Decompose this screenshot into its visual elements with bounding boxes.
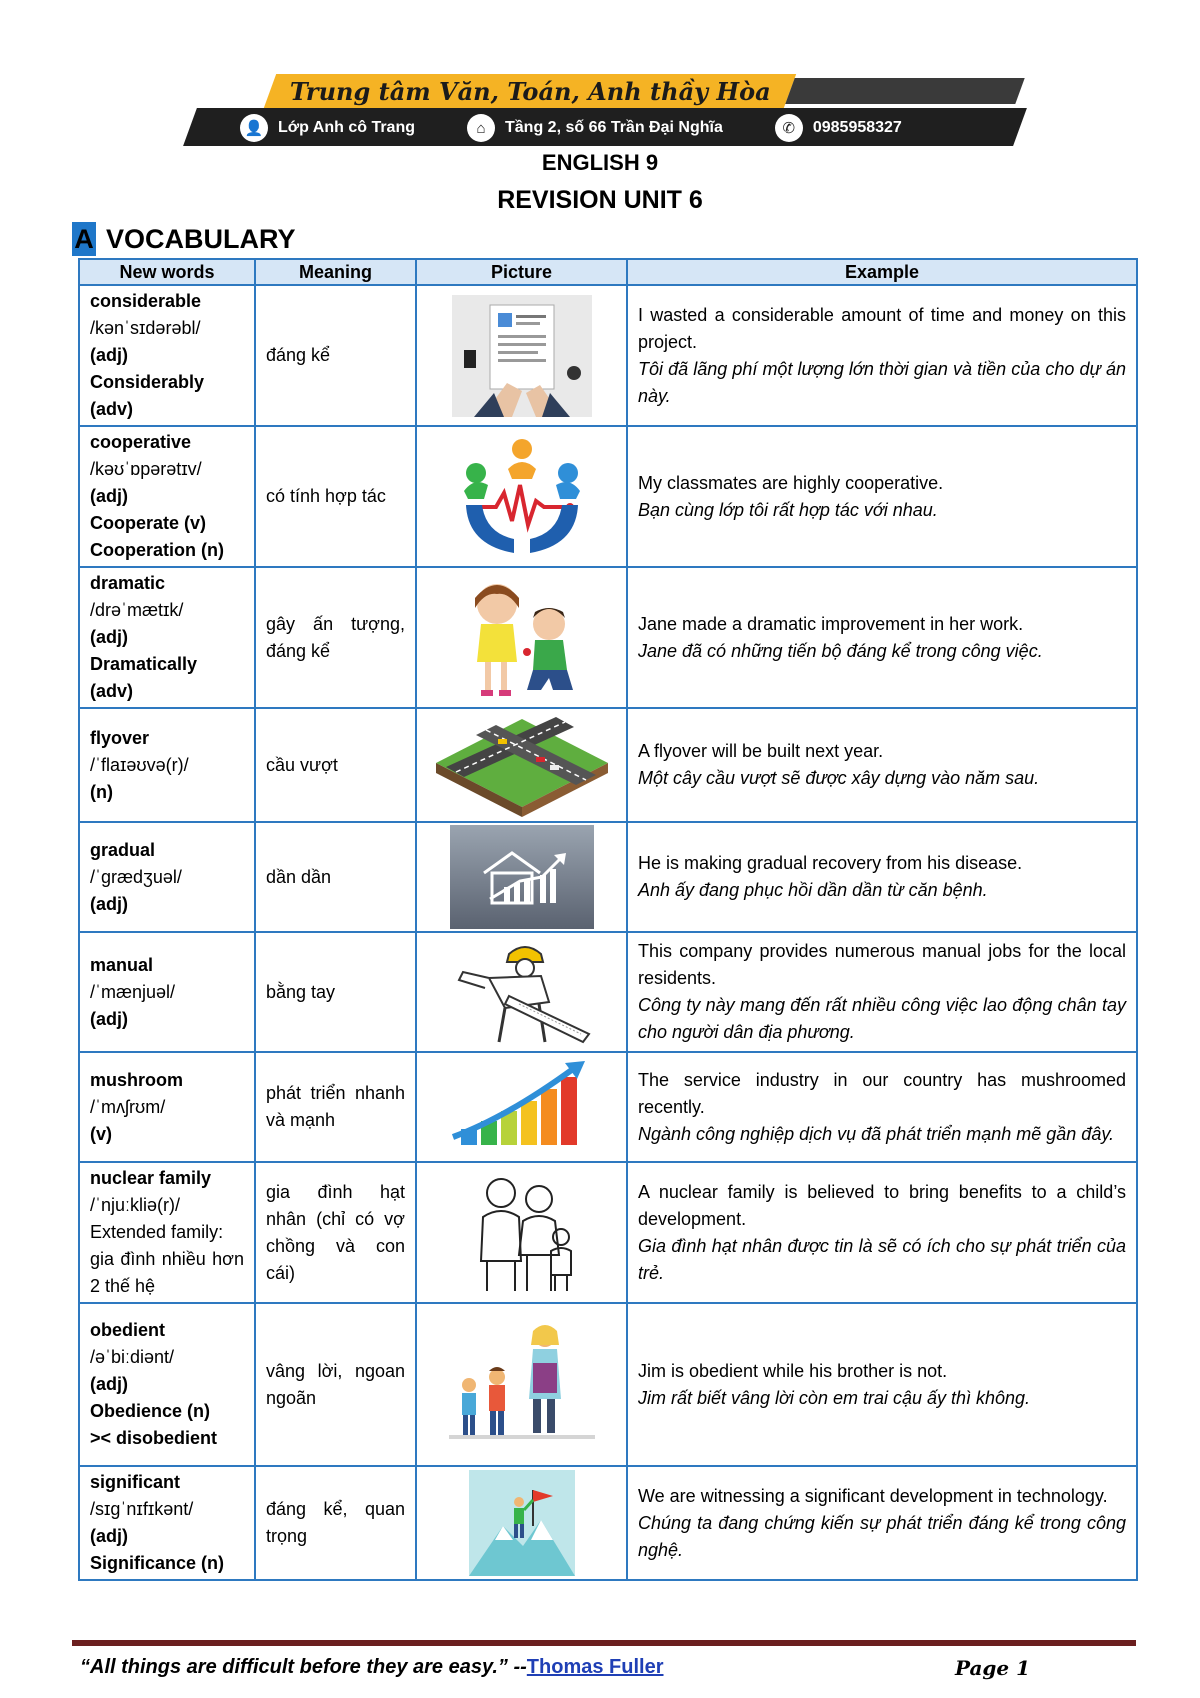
meaning-cell: đáng kể (255, 285, 416, 426)
word-cell: considerable /kənˈsɪdərəbl/ (adj) Considerably (adv) (79, 285, 255, 426)
table-row (79, 1052, 1137, 1162)
table-row (79, 822, 1137, 932)
table-row (79, 285, 1137, 426)
column-header: Example (627, 259, 1137, 285)
subject-title: ENGLISH 9 (541, 150, 659, 175)
contact-strip (240, 110, 1010, 146)
word-cell: significant /sɪɡˈnɪfɪkənt/ (adj) Significance (n) (79, 1466, 255, 1580)
example-cell: Jim is obedient while his brother is not. Jim rất biết vâng lời còn em trai cậu ấy thì không. (627, 1303, 1137, 1466)
meaning-cell: bằng tay (255, 932, 416, 1052)
example-cell: Jane made a dramatic improvement in her work. Jane đã có những tiến bộ đáng kể trong công việc. (627, 567, 1137, 708)
meaning-cell: vâng lời, ngoan ngoãn (255, 1303, 416, 1466)
user-icon: 👤 (240, 114, 268, 142)
example-cell: The service industry in our country has mushroomed recently. Ngành công nghiệp dịch vụ đã phát triển mạnh mẽ gần đây. (627, 1052, 1137, 1162)
meaning-cell: dần dần (255, 822, 416, 932)
word-cell: flyover /ˈflaɪəʊvə(r)/ (n) (79, 708, 255, 822)
word-cell: manual /ˈmænjuəl/ (adj) (79, 932, 255, 1052)
word-cell: dramatic /drəˈmætɪk/ (adj) Dramatically (adv) (79, 567, 255, 708)
page-number: Page 1 (954, 1656, 1030, 1680)
word-cell: mushroom /ˈmʌʃrʊm/ (v) (79, 1052, 255, 1162)
example-cell: My classmates are highly cooperative. Bạn cùng lớp tôi rất hợp tác với nhau. (627, 426, 1137, 567)
table-row (79, 567, 1137, 708)
house-growth-chart-icon (450, 825, 594, 929)
section-title: VOCABULARY (106, 223, 296, 254)
vocabulary-table (78, 258, 1138, 1581)
table-row (79, 708, 1137, 822)
column-header: Picture (416, 259, 627, 285)
table-row (79, 932, 1137, 1052)
table-row (79, 426, 1137, 567)
picture-cell (416, 932, 627, 1052)
meaning-cell: đáng kể, quan trọng (255, 1466, 416, 1580)
meaning-cell: phát triển nhanh và mạnh (255, 1052, 416, 1162)
footer-divider (72, 1640, 1136, 1646)
flyover-road-icon (436, 713, 608, 817)
picture-cell (416, 1466, 627, 1580)
word-cell: obedient /əˈbiːdiənt/ (adj) Obedience (n) >< disobedient (79, 1303, 255, 1466)
picture-cell (416, 1162, 627, 1303)
table-row (79, 1162, 1137, 1303)
family-outline-icon (467, 1171, 577, 1295)
footer-quote: “All things are difficult before they are easy.” (80, 1656, 508, 1678)
word-cell: nuclear family /ˈnjuːkliə(r)/ Extended family: gia đình nhiều hơn 2 thế hệ (79, 1162, 255, 1303)
meaning-cell: có tính hợp tác (255, 426, 416, 567)
table-row (79, 1466, 1137, 1580)
address-info: ⌂ Tầng 2, số 66 Trần Đại Nghĩa (467, 114, 723, 142)
header-banner (190, 74, 1020, 146)
home-icon: ⌂ (467, 114, 495, 142)
section-letter: A (72, 222, 96, 256)
phone-icon: ✆ (775, 114, 803, 142)
meaning-cell: gia đình hạt nhân (chỉ có vợ chồng và con cái) (255, 1162, 416, 1303)
section-heading (72, 222, 296, 256)
growth-bar-chart-icon (447, 1057, 597, 1157)
worker-saw-icon (449, 938, 595, 1046)
mother-children-icon (449, 1323, 595, 1447)
word-cell: gradual /ˈɡrædʒuəl/ (adj) (79, 822, 255, 932)
phone-info: ✆ 0985958327 (775, 114, 902, 142)
word-cell: cooperative /kəʊˈɒpərətɪv/ (adj) Cooperate (v) Cooperation (n) (79, 426, 255, 567)
cooperation-hands-icon (452, 435, 592, 559)
meaning-cell: cầu vượt (255, 708, 416, 822)
example-cell: This company provides numerous manual jobs for the local residents. Công ty này mang đến rất nhiều công việc lao động chân tay cho người dân địa phương. (627, 932, 1137, 1052)
unit-title: REVISION UNIT 6 (497, 186, 703, 214)
center-name-strip (264, 74, 796, 108)
document-desk-icon (452, 295, 592, 417)
meaning-cell: gây ấn tượng, đáng kể (255, 567, 416, 708)
picture-cell (416, 285, 627, 426)
class-info: 👤 Lớp Anh cô Trang (240, 114, 415, 142)
footer (80, 1656, 1140, 1679)
picture-cell (416, 708, 627, 822)
proposal-couple-icon (457, 578, 587, 698)
example-cell: He is making gradual recovery from his disease. Anh ấy đang phục hồi dần dần từ căn bệnh. (627, 822, 1137, 932)
picture-cell (416, 1303, 627, 1466)
center-name: Trung tâm Văn, Toán, Anh thầy Hòa (289, 76, 771, 106)
example-cell: I wasted a considerable amount of time and money on this project. Tôi đã lãng phí một lượng lớn thời gian và tiền của cho dự án này. (627, 285, 1137, 426)
example-cell: A flyover will be built next year. Một cây cầu vượt sẽ được xây dựng vào năm sau. (627, 708, 1137, 822)
column-header: New words (79, 259, 255, 285)
table-row (79, 1303, 1137, 1466)
footer-dash: -- (513, 1656, 527, 1678)
summit-flag-icon (469, 1470, 575, 1576)
table-header-row (79, 259, 1137, 285)
example-cell: We are witnessing a significant development in technology. Chúng ta đang chứng kiến sự phát triển đáng kể trong công nghệ. (627, 1466, 1137, 1580)
quote-author-link[interactable]: Thomas Fuller (526, 1656, 664, 1678)
picture-cell (416, 426, 627, 567)
example-cell: A nuclear family is believed to bring benefits to a child’s development. Gia đình hạt nhân được tin là sẽ có ích cho sự phát triển của trẻ. (627, 1162, 1137, 1303)
column-header: Meaning (255, 259, 416, 285)
picture-cell (416, 822, 627, 932)
picture-cell (416, 567, 627, 708)
picture-cell (416, 1052, 627, 1162)
